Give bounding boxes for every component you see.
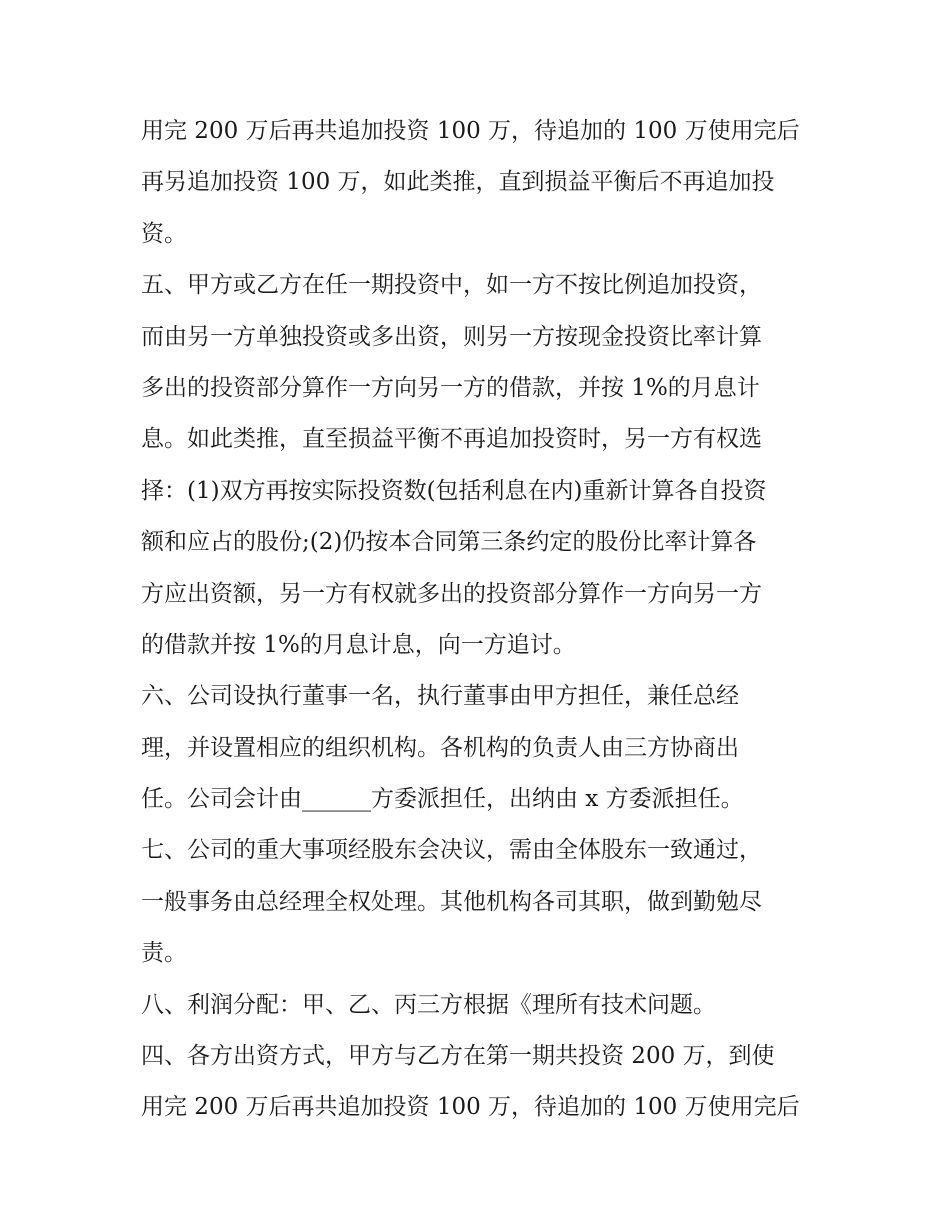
text-line: 的借款并按 1%的月息计息，向一方追讨。 [141,631,576,658]
text-line: 择：(1)双方再按实际投资数(包括利息在内)重新计算各自投资 [141,477,767,504]
clause-eight-line: 八、利润分配：甲、乙、丙三方根据《理所有技术问题。 [141,991,716,1018]
text-line: 多出的投资部分算作一方向另一方的借款，并按 1%的月息计 [141,374,760,401]
document-body [141,106,821,1134]
text-line: 息。如此类推，直至损益平衡不再追加投资时，另一方有权选 [141,426,762,453]
text-line: 责。 [141,940,187,967]
text-line: 再另追加投资 100 万，如此类推，直到损益平衡后不再追加投 [141,169,775,196]
text-line: 用完 200 万后再共追加投资 100 万，待追加的 100 万使用完后 [141,1094,800,1121]
clause-seven-line: 七、公司的重大事项经股东会决议，需由全体股东一致通过， [141,837,762,864]
text-line: 一般事务由总经理全权处理。其他机构各司其职，做到勤勉尽 [141,888,762,915]
clause-five-line: 五、甲方或乙方在任一期投资中，如一方不按比例追加投资， [141,272,762,299]
text-line: 额和应占的股份;(2)仍按本合同第三条约定的股份比率计算各 [141,529,757,556]
text-line: 方应出资额，另一方有权就多出的投资部分算作一方向另一方 [141,580,762,607]
clause-six-line: 六、公司设执行董事一名，执行董事由甲方担任，兼任总经 [141,683,739,710]
clause-four-line: 四、各方出资方式，甲方与乙方在第一期共投资 200 万，到使 [141,1043,775,1070]
text-line: 用完 200 万后再共追加投资 100 万，待追加的 100 万使用完后 [141,118,800,144]
text-line: 任。公司会计由______方委派担任，出纳由 x 方委派担任。 [141,786,744,813]
text-line: 资。 [141,220,187,247]
text-line: 理，并设置相应的组织机构。各机构的负责人由三方协商出 [141,734,739,761]
text-line: 而由另一方单独投资或多出资，则另一方按现金投资比率计算 [141,323,762,350]
